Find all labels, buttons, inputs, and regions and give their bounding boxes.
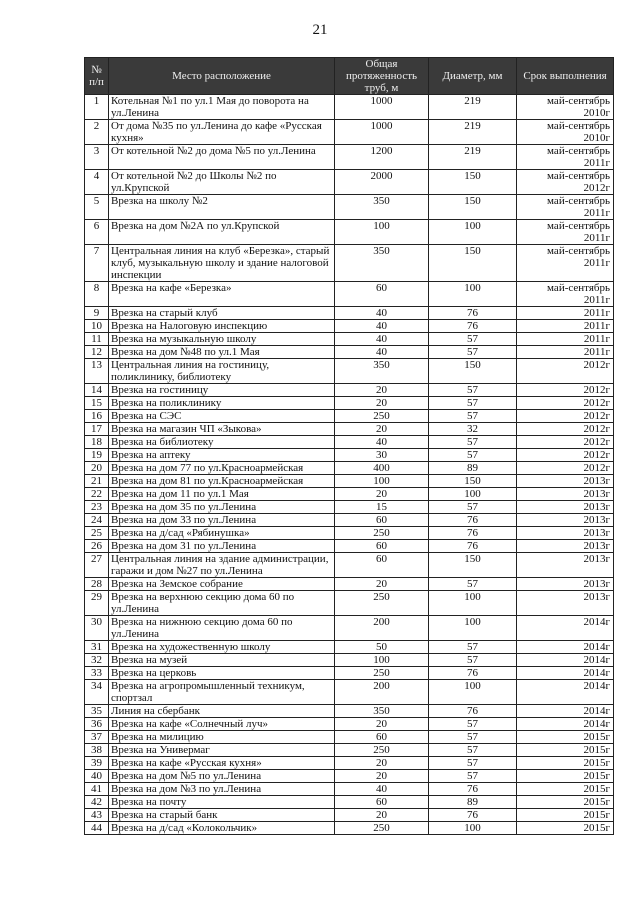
row-number: 15 <box>85 397 109 410</box>
row-diameter: 76 <box>429 527 517 540</box>
row-length: 40 <box>335 346 429 359</box>
table-row <box>85 718 614 731</box>
row-location: Линия на сбербанк <box>109 705 335 718</box>
header-num: № п/п <box>85 58 109 95</box>
row-location: Врезка на церковь <box>109 667 335 680</box>
row-number: 19 <box>85 449 109 462</box>
row-diameter: 57 <box>429 731 517 744</box>
row-number: 39 <box>85 757 109 770</box>
row-diameter: 57 <box>429 718 517 731</box>
row-length: 2000 <box>335 170 429 195</box>
table-row <box>85 170 614 195</box>
row-number: 1 <box>85 95 109 120</box>
row-diameter: 150 <box>429 195 517 220</box>
row-length: 30 <box>335 449 429 462</box>
row-term: 2013г <box>517 578 614 591</box>
row-location: Врезка на дом №48 по ул.1 Мая <box>109 346 335 359</box>
row-term: 2011г <box>517 320 614 333</box>
table-header <box>85 58 614 95</box>
row-diameter: 150 <box>429 359 517 384</box>
row-length: 60 <box>335 540 429 553</box>
row-term: 2012г <box>517 410 614 423</box>
table-row <box>85 705 614 718</box>
table-row <box>85 436 614 449</box>
table-row <box>85 770 614 783</box>
table-row <box>85 307 614 320</box>
row-number: 2 <box>85 120 109 145</box>
row-location: Врезка на агропромышленный техникум, спортзал <box>109 680 335 705</box>
row-number: 23 <box>85 501 109 514</box>
row-number: 3 <box>85 145 109 170</box>
row-location: Котельная №1 по ул.1 Мая до поворота на ул.Ленина <box>109 95 335 120</box>
table-row <box>85 809 614 822</box>
table-row <box>85 744 614 757</box>
row-diameter: 57 <box>429 397 517 410</box>
row-term: 2013г <box>517 540 614 553</box>
row-number: 32 <box>85 654 109 667</box>
row-location: Врезка на Универмаг <box>109 744 335 757</box>
table-row <box>85 145 614 170</box>
row-number: 26 <box>85 540 109 553</box>
row-number: 44 <box>85 822 109 835</box>
row-diameter: 57 <box>429 744 517 757</box>
table-row <box>85 501 614 514</box>
row-term: 2012г <box>517 449 614 462</box>
row-term: 2014г <box>517 705 614 718</box>
row-diameter: 100 <box>429 616 517 641</box>
row-location: Врезка на музей <box>109 654 335 667</box>
row-term: 2014г <box>517 667 614 680</box>
row-term: май-сентябрь 2011г <box>517 282 614 307</box>
row-location: Врезка на кафе «Солнечный луч» <box>109 718 335 731</box>
header-diameter: Диаметр, мм <box>429 58 517 95</box>
row-length: 100 <box>335 220 429 245</box>
row-term: 2012г <box>517 436 614 449</box>
row-number: 38 <box>85 744 109 757</box>
row-location: Врезка на дом 33 по ул.Ленина <box>109 514 335 527</box>
page-number: 21 <box>312 22 328 38</box>
row-term: 2012г <box>517 423 614 436</box>
row-diameter: 57 <box>429 770 517 783</box>
row-term: 2014г <box>517 616 614 641</box>
row-term: 2013г <box>517 475 614 488</box>
row-location: Врезка на кафе «Русская кухня» <box>109 757 335 770</box>
row-location: Врезка на д/сад «Рябинушка» <box>109 527 335 540</box>
table-row <box>85 462 614 475</box>
row-diameter: 57 <box>429 501 517 514</box>
row-length: 250 <box>335 591 429 616</box>
row-term: май-сентябрь 2010г <box>517 120 614 145</box>
row-term: 2014г <box>517 654 614 667</box>
row-diameter: 89 <box>429 462 517 475</box>
row-term: май-сентябрь 2011г <box>517 220 614 245</box>
row-term: 2015г <box>517 744 614 757</box>
row-term: 2012г <box>517 359 614 384</box>
row-term: 2013г <box>517 488 614 501</box>
row-term: май-сентябрь 2012г <box>517 170 614 195</box>
row-length: 250 <box>335 410 429 423</box>
pipeline-table <box>84 57 614 835</box>
row-term: 2015г <box>517 822 614 835</box>
table-row <box>85 616 614 641</box>
row-diameter: 150 <box>429 245 517 282</box>
table-row <box>85 120 614 145</box>
row-length: 100 <box>335 475 429 488</box>
row-term: 2012г <box>517 462 614 475</box>
row-length: 20 <box>335 770 429 783</box>
row-term: 2015г <box>517 731 614 744</box>
row-number: 18 <box>85 436 109 449</box>
row-diameter: 76 <box>429 809 517 822</box>
row-location: Врезка на поликлинику <box>109 397 335 410</box>
row-number: 14 <box>85 384 109 397</box>
row-location: От котельной №2 до дома №5 по ул.Ленина <box>109 145 335 170</box>
row-diameter: 219 <box>429 95 517 120</box>
row-length: 20 <box>335 488 429 501</box>
row-location: Врезка на дом №5 по ул.Ленина <box>109 770 335 783</box>
row-diameter: 76 <box>429 705 517 718</box>
table-row <box>85 488 614 501</box>
row-number: 7 <box>85 245 109 282</box>
row-term: май-сентябрь 2010г <box>517 95 614 120</box>
row-diameter: 150 <box>429 475 517 488</box>
row-term: 2015г <box>517 770 614 783</box>
table-body <box>85 95 614 835</box>
row-number: 16 <box>85 410 109 423</box>
table-row <box>85 591 614 616</box>
header-location: Место расположение <box>109 58 335 95</box>
row-term: 2011г <box>517 333 614 346</box>
row-term: 2015г <box>517 809 614 822</box>
row-diameter: 150 <box>429 553 517 578</box>
row-diameter: 76 <box>429 320 517 333</box>
row-length: 20 <box>335 423 429 436</box>
row-location: Врезка на д/сад «Колокольчик» <box>109 822 335 835</box>
table-row <box>85 220 614 245</box>
row-length: 20 <box>335 809 429 822</box>
table-row <box>85 680 614 705</box>
row-term: 2014г <box>517 641 614 654</box>
row-diameter: 57 <box>429 410 517 423</box>
row-number: 43 <box>85 809 109 822</box>
row-diameter: 100 <box>429 282 517 307</box>
row-location: Врезка на СЭС <box>109 410 335 423</box>
row-location: Врезка на музыкальную школу <box>109 333 335 346</box>
table-row <box>85 731 614 744</box>
row-location: От котельной №2 до Школы №2 по ул.Крупской <box>109 170 335 195</box>
row-length: 20 <box>335 384 429 397</box>
row-number: 12 <box>85 346 109 359</box>
row-diameter: 100 <box>429 591 517 616</box>
row-number: 11 <box>85 333 109 346</box>
row-length: 350 <box>335 359 429 384</box>
table-row <box>85 540 614 553</box>
row-length: 250 <box>335 822 429 835</box>
row-term: 2015г <box>517 796 614 809</box>
row-length: 40 <box>335 333 429 346</box>
row-length: 20 <box>335 757 429 770</box>
row-term: 2012г <box>517 397 614 410</box>
row-term: 2013г <box>517 591 614 616</box>
table-row <box>85 757 614 770</box>
row-length: 350 <box>335 705 429 718</box>
row-term: май-сентябрь 2011г <box>517 145 614 170</box>
row-length: 200 <box>335 616 429 641</box>
row-length: 1200 <box>335 145 429 170</box>
row-diameter: 57 <box>429 436 517 449</box>
row-number: 10 <box>85 320 109 333</box>
row-number: 30 <box>85 616 109 641</box>
row-number: 17 <box>85 423 109 436</box>
row-length: 350 <box>335 195 429 220</box>
row-number: 4 <box>85 170 109 195</box>
row-diameter: 100 <box>429 488 517 501</box>
row-length: 15 <box>335 501 429 514</box>
row-location: Врезка на художественную школу <box>109 641 335 654</box>
row-length: 350 <box>335 245 429 282</box>
row-length: 1000 <box>335 120 429 145</box>
table-row <box>85 578 614 591</box>
row-length: 400 <box>335 462 429 475</box>
row-length: 60 <box>335 796 429 809</box>
row-diameter: 57 <box>429 449 517 462</box>
row-location: Врезка на Земское собрание <box>109 578 335 591</box>
table-row <box>85 783 614 796</box>
row-location: Врезка на почту <box>109 796 335 809</box>
row-diameter: 76 <box>429 540 517 553</box>
row-term: 2013г <box>517 514 614 527</box>
row-term: 2013г <box>517 527 614 540</box>
row-location: Врезка на старый клуб <box>109 307 335 320</box>
row-length: 60 <box>335 514 429 527</box>
table-row <box>85 195 614 220</box>
row-diameter: 89 <box>429 796 517 809</box>
row-number: 6 <box>85 220 109 245</box>
row-location: От дома №35 по ул.Ленина до кафе «Русская кухня» <box>109 120 335 145</box>
row-diameter: 57 <box>429 346 517 359</box>
table-row <box>85 654 614 667</box>
row-length: 50 <box>335 641 429 654</box>
row-length: 40 <box>335 436 429 449</box>
row-diameter: 100 <box>429 220 517 245</box>
table-row <box>85 95 614 120</box>
row-term: 2013г <box>517 553 614 578</box>
row-number: 41 <box>85 783 109 796</box>
row-number: 21 <box>85 475 109 488</box>
row-number: 35 <box>85 705 109 718</box>
row-length: 20 <box>335 578 429 591</box>
row-location: Врезка на милицию <box>109 731 335 744</box>
row-length: 20 <box>335 397 429 410</box>
row-term: 2011г <box>517 307 614 320</box>
row-diameter: 100 <box>429 680 517 705</box>
row-number: 8 <box>85 282 109 307</box>
row-location: Врезка на Налоговую инспекцию <box>109 320 335 333</box>
row-number: 25 <box>85 527 109 540</box>
row-location: Врезка на гостиницу <box>109 384 335 397</box>
row-diameter: 57 <box>429 384 517 397</box>
row-length: 40 <box>335 307 429 320</box>
row-diameter: 76 <box>429 783 517 796</box>
row-diameter: 57 <box>429 654 517 667</box>
row-diameter: 57 <box>429 757 517 770</box>
row-length: 250 <box>335 527 429 540</box>
row-diameter: 219 <box>429 145 517 170</box>
row-location: Центральная линия на здание администрации, гаражи и дом №27 по ул.Ленина <box>109 553 335 578</box>
row-length: 200 <box>335 680 429 705</box>
row-location: Врезка на библиотеку <box>109 436 335 449</box>
row-diameter: 57 <box>429 641 517 654</box>
row-length: 40 <box>335 320 429 333</box>
table-row <box>85 320 614 333</box>
row-number: 36 <box>85 718 109 731</box>
table-row <box>85 641 614 654</box>
row-diameter: 32 <box>429 423 517 436</box>
row-length: 250 <box>335 744 429 757</box>
row-location: Центральная линия на гостиницу, поликлинику, библиотеку <box>109 359 335 384</box>
row-length: 40 <box>335 783 429 796</box>
row-number: 40 <box>85 770 109 783</box>
row-number: 28 <box>85 578 109 591</box>
row-length: 1000 <box>335 95 429 120</box>
table-row <box>85 346 614 359</box>
table-row <box>85 514 614 527</box>
table-row <box>85 245 614 282</box>
row-length: 60 <box>335 731 429 744</box>
row-number: 9 <box>85 307 109 320</box>
row-length: 250 <box>335 667 429 680</box>
table-row <box>85 822 614 835</box>
row-location: Врезка на дом №3 по ул.Ленина <box>109 783 335 796</box>
row-length: 60 <box>335 282 429 307</box>
row-number: 20 <box>85 462 109 475</box>
row-location: Врезка на кафе «Березка» <box>109 282 335 307</box>
row-term: 2014г <box>517 680 614 705</box>
row-length: 20 <box>335 718 429 731</box>
row-term: 2013г <box>517 501 614 514</box>
row-number: 33 <box>85 667 109 680</box>
table-row <box>85 527 614 540</box>
row-number: 22 <box>85 488 109 501</box>
row-term: май-сентябрь 2011г <box>517 195 614 220</box>
row-length: 100 <box>335 654 429 667</box>
row-location: Врезка на верхнюю секцию дома 60 по ул.Ленина <box>109 591 335 616</box>
row-diameter: 57 <box>429 333 517 346</box>
row-length: 60 <box>335 553 429 578</box>
table-row <box>85 423 614 436</box>
header-term: Срок выполнения <box>517 58 614 95</box>
row-location: Врезка на дом 77 по ул.Красноармейская <box>109 462 335 475</box>
row-location: Врезка на старый банк <box>109 809 335 822</box>
row-diameter: 76 <box>429 514 517 527</box>
row-location: Центральная линия на клуб «Березка», старый клуб, музыкальную школу и здание налоговой инспекции <box>109 245 335 282</box>
table-row <box>85 282 614 307</box>
row-location: Врезка на дом 35 по ул.Ленина <box>109 501 335 514</box>
table-row <box>85 553 614 578</box>
row-number: 37 <box>85 731 109 744</box>
row-term: 2014г <box>517 718 614 731</box>
row-diameter: 150 <box>429 170 517 195</box>
row-number: 42 <box>85 796 109 809</box>
row-number: 5 <box>85 195 109 220</box>
row-location: Врезка на нижнюю секцию дома 60 по ул.Ленина <box>109 616 335 641</box>
row-diameter: 76 <box>429 307 517 320</box>
table-row <box>85 384 614 397</box>
row-diameter: 76 <box>429 667 517 680</box>
table-row <box>85 475 614 488</box>
row-location: Врезка на школу №2 <box>109 195 335 220</box>
row-number: 13 <box>85 359 109 384</box>
row-location: Врезка на дом 31 по ул.Ленина <box>109 540 335 553</box>
table-row <box>85 449 614 462</box>
table-row <box>85 359 614 384</box>
row-diameter: 100 <box>429 822 517 835</box>
row-term: 2011г <box>517 346 614 359</box>
table-row <box>85 333 614 346</box>
row-number: 31 <box>85 641 109 654</box>
row-number: 34 <box>85 680 109 705</box>
row-term: 2015г <box>517 757 614 770</box>
header-length: Общая протяженность труб, м <box>335 58 429 95</box>
row-term: 2015г <box>517 783 614 796</box>
row-location: Врезка на магазин ЧП «Зыкова» <box>109 423 335 436</box>
row-location: Врезка на дом №2А по ул.Крупской <box>109 220 335 245</box>
row-term: 2012г <box>517 384 614 397</box>
row-diameter: 57 <box>429 578 517 591</box>
table-row <box>85 667 614 680</box>
row-number: 29 <box>85 591 109 616</box>
row-number: 27 <box>85 553 109 578</box>
row-term: май-сентябрь 2011г <box>517 245 614 282</box>
row-number: 24 <box>85 514 109 527</box>
table-row <box>85 410 614 423</box>
row-location: Врезка на дом 81 по ул.Красноармейская <box>109 475 335 488</box>
row-location: Врезка на дом 11 по ул.1 Мая <box>109 488 335 501</box>
table-row <box>85 796 614 809</box>
table-row <box>85 397 614 410</box>
row-location: Врезка на аптеку <box>109 449 335 462</box>
row-diameter: 219 <box>429 120 517 145</box>
